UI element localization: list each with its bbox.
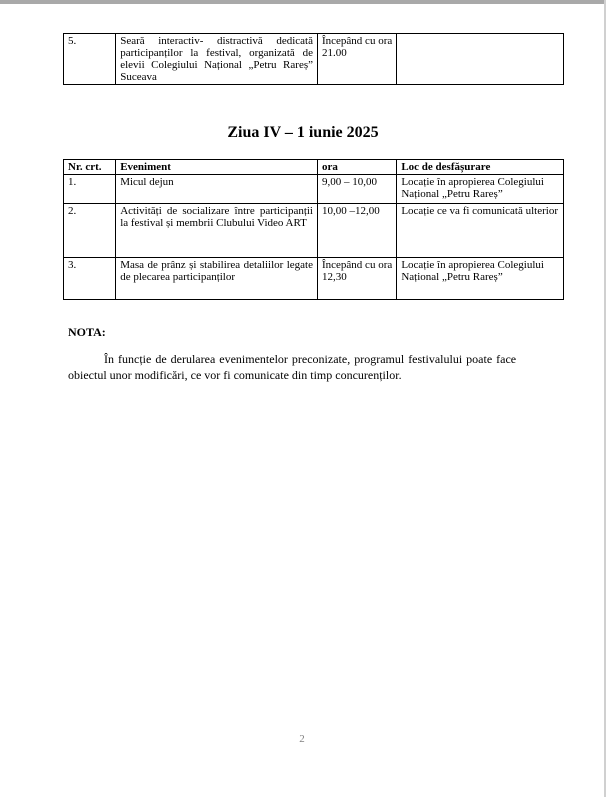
event-cell: Activități de socializare între participanții la festival și membrii Clubului Video ART (116, 204, 318, 258)
day-heading: Ziua IV – 1 iunie 2025 (227, 124, 379, 141)
note-line-1: În funcție de derularea evenimentelor preconizate, programul festivalului poate face (104, 352, 517, 366)
location-cell: Locație în apropierea Colegiului Național „Petru Rareș” (397, 258, 564, 300)
table-header-row (64, 160, 564, 175)
row-number-cell: 3. (64, 258, 116, 300)
table-row (64, 175, 564, 204)
event-cell: Masa de prânz și stabilirea detaliilor legate de plecarea participanților (116, 258, 318, 300)
header-location: Loc de desfășurare (397, 160, 564, 175)
location-cell (397, 34, 564, 85)
location-cell: Locație în apropierea Colegiului Național „Petru Rareș” (397, 175, 564, 204)
table-row (64, 258, 564, 300)
event-cell: Seară interactiv- distractivă dedicată participanților la festival, organizată de elevii Colegiului Național „Petru Rareș” Suceava (116, 34, 318, 85)
time-cell: 10,00 –12,00 (318, 204, 397, 258)
schedule-table-continued (63, 33, 564, 85)
time-cell: Începând cu ora 21.00 (318, 34, 397, 85)
note-paragraph (68, 351, 528, 383)
table-row (64, 204, 564, 258)
table-row (64, 34, 564, 85)
header-event: Eveniment (116, 160, 318, 175)
header-time: ora (318, 160, 397, 175)
header-nr: Nr. crt. (64, 160, 116, 175)
note-line-2: obiectul unor modificări, ce vor fi comunicate din timp concurenților. (68, 368, 402, 382)
time-cell: 9,00 – 10,00 (318, 175, 397, 204)
page-number: 2 (299, 733, 305, 745)
schedule-table-day4 (63, 159, 564, 300)
row-number-cell: 1. (64, 175, 116, 204)
location-cell: Locație ce va fi comunicată ulterior (397, 204, 564, 258)
row-number-cell: 5. (64, 34, 116, 85)
event-cell: Micul dejun (116, 175, 318, 204)
time-cell: Începând cu ora 12,30 (318, 258, 397, 300)
row-number-cell: 2. (64, 204, 116, 258)
note-label: NOTA: (68, 325, 106, 339)
